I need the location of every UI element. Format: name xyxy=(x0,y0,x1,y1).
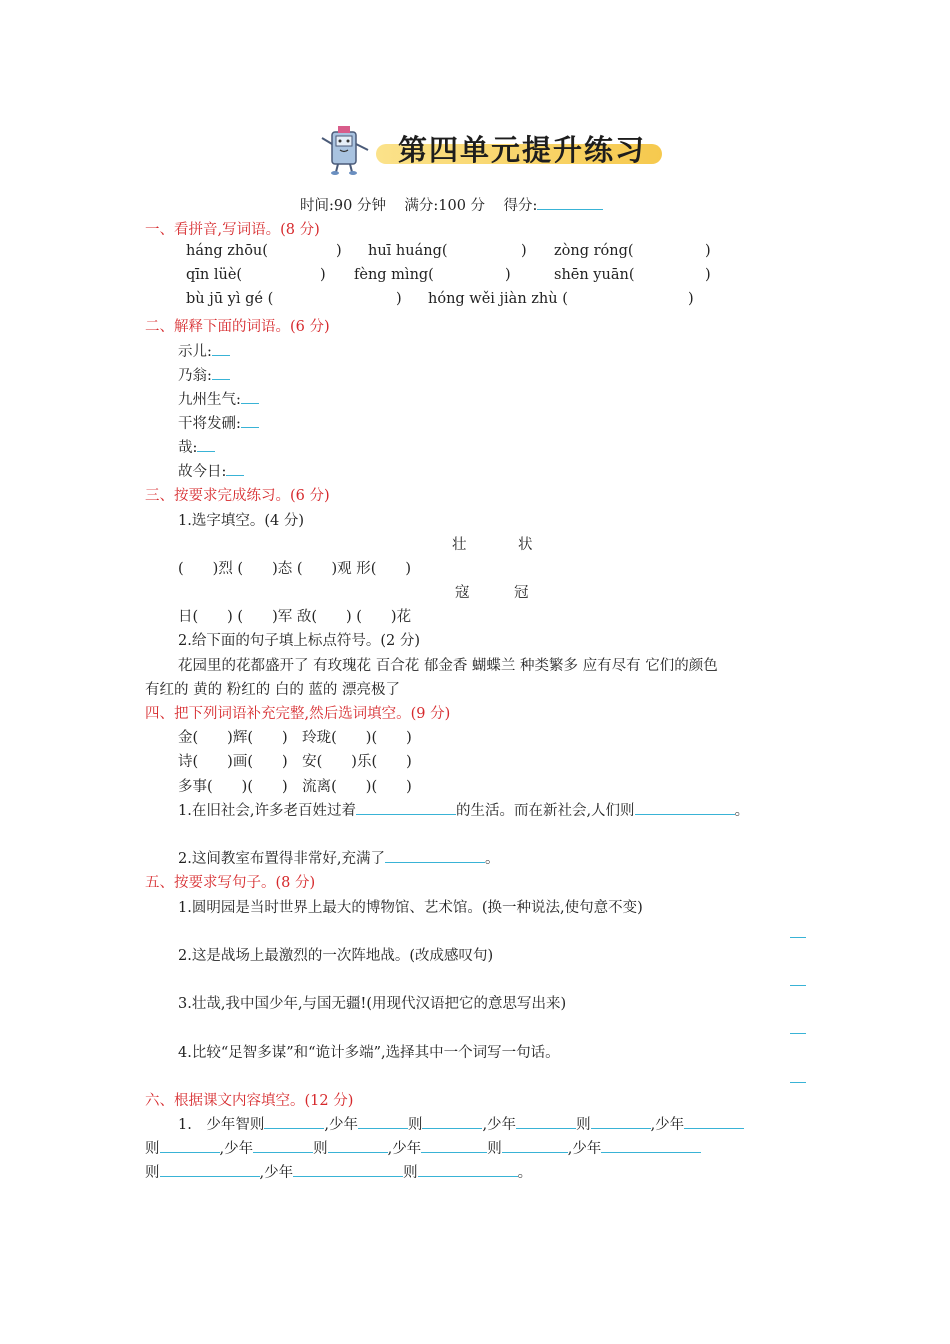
char-option: 状 xyxy=(518,537,533,553)
recite-line-2: 则 ,少年 则 ,少年 则 ,少年 xyxy=(145,1137,701,1158)
fill-row-1: ( )烈 ( )态 ( )观 形( ) xyxy=(178,561,412,577)
title-banner xyxy=(318,122,668,176)
exam-header xyxy=(300,194,603,215)
question-5-4: 4.比较“足智多谋”和“诡计多端”,选择其中一个词写一句话。 xyxy=(178,1045,560,1061)
pinyin-7: bù jū yì gé ( xyxy=(186,291,274,307)
word-row-1: 金( )辉( ) 玲珑( )( ) xyxy=(178,730,412,746)
answer-blank[interactable] xyxy=(241,389,259,405)
answer-blank[interactable] xyxy=(502,1138,568,1154)
full-score-label: 满分:100 分 xyxy=(404,198,486,214)
answer-blank[interactable] xyxy=(212,341,230,357)
answer-blank[interactable] xyxy=(790,970,806,986)
char-option: 寇 xyxy=(455,585,470,601)
punctuation-sentence: 花园里的花都盛开了 有玫瑰花 百合花 郁金香 蝴蝶兰 种类繁多 应有尽有 它们的颜色 xyxy=(178,658,718,674)
answer-blank[interactable] xyxy=(358,1114,408,1130)
pinyin-5: fèng mìng( xyxy=(354,267,434,283)
answer-blank[interactable] xyxy=(160,1138,220,1154)
answer-blank[interactable] xyxy=(418,1162,518,1178)
pinyin-8: hóng wěi jiàn zhù ( xyxy=(428,291,568,307)
answer-blank[interactable] xyxy=(385,848,485,864)
section-1-heading: 一、看拼音,写词语。(8 分) xyxy=(145,222,320,238)
question-4-2: 2.这间教室布置得非常好,充满了 。 xyxy=(178,847,499,868)
answer-blank[interactable] xyxy=(591,1114,651,1130)
answer-blank[interactable] xyxy=(684,1114,744,1130)
answer-blank[interactable] xyxy=(197,437,215,453)
char-option: 冠 xyxy=(514,585,529,601)
section-3-heading: 三、按要求完成练习。(6 分) xyxy=(145,488,330,504)
pinyin-2: huī huáng( xyxy=(368,243,448,259)
answer-blank[interactable] xyxy=(422,1114,482,1130)
question-4-1: 1.在旧社会,许多老百姓过着 的生活。而在新社会,人们则 。 xyxy=(178,799,749,820)
define-item: 乃翁: xyxy=(178,364,230,385)
char-option: 壮 xyxy=(452,537,467,553)
section-2-heading: 二、解释下面的词语。(6 分) xyxy=(145,319,330,335)
define-item: 哉: xyxy=(178,436,215,457)
word-row-2: 诗( )画( ) 安( )乐( ) xyxy=(178,754,412,770)
answer-blank[interactable] xyxy=(160,1162,260,1178)
question-5-3: 3.壮哉,我中国少年,与国无疆!(用现代汉语把它的意思写出来) xyxy=(178,996,567,1012)
pinyin-3: zòng róng( xyxy=(554,243,634,259)
question-3-2: 2.给下面的句子填上标点符号。(2 分) xyxy=(178,633,420,649)
answer-blank[interactable] xyxy=(241,413,259,429)
answer-blank[interactable] xyxy=(328,1138,388,1154)
fill-row-2: 日( ) ( )军 敌( ) ( )花 xyxy=(178,609,412,625)
answer-blank[interactable] xyxy=(264,1114,324,1130)
book-mascot-icon xyxy=(318,122,378,176)
answer-blank[interactable] xyxy=(516,1114,576,1130)
pinyin-4: qīn lüè( xyxy=(186,267,243,283)
answer-blank[interactable] xyxy=(790,922,806,938)
question-5-1: 1.圆明园是当时世界上最大的博物馆、艺术馆。(换一种说法,使句意不变) xyxy=(178,900,643,916)
answer-blank[interactable] xyxy=(212,365,230,381)
recite-line-1: 1. 少年智则 ,少年 则 ,少年 则 ,少年 xyxy=(178,1113,744,1134)
answer-blank[interactable] xyxy=(790,1067,806,1083)
answer-blank[interactable] xyxy=(421,1138,487,1154)
define-item: 示儿: xyxy=(178,340,230,361)
question-5-2: 2.这是战场上最激烈的一次阵地战。(改成感叹句) xyxy=(178,948,494,964)
answer-blank[interactable] xyxy=(356,800,456,816)
score-blank[interactable] xyxy=(537,195,603,211)
define-item: 九州生气: xyxy=(178,388,259,409)
pinyin-6: shēn yuān( xyxy=(554,267,635,283)
answer-blank[interactable] xyxy=(226,461,244,477)
answer-blank[interactable] xyxy=(253,1138,313,1154)
recite-line-3: 则 ,少年 则 。 xyxy=(145,1161,532,1182)
punctuation-sentence-cont: 有红的 黄的 粉红的 白的 蓝的 漂亮极了 xyxy=(145,682,401,698)
answer-blank[interactable] xyxy=(790,1018,806,1034)
section-4-heading: 四、把下列词语补充完整,然后选词填空。(9 分) xyxy=(145,706,451,722)
answer-blank[interactable] xyxy=(601,1138,701,1154)
score-label: 得分: xyxy=(503,198,538,214)
answer-blank[interactable] xyxy=(635,800,735,816)
section-6-heading: 六、根据课文内容填空。(12 分) xyxy=(145,1093,354,1109)
question-3-1: 1.选字填空。(4 分) xyxy=(178,513,304,529)
word-row-3: 多事( )( ) 流离( )( ) xyxy=(178,779,412,795)
pinyin-1: háng zhōu( xyxy=(186,243,268,259)
section-5-heading: 五、按要求写句子。(8 分) xyxy=(145,875,316,891)
define-item: 干将发硎: xyxy=(178,412,259,433)
define-item: 故今日: xyxy=(178,460,244,481)
page-title: 第四单元提升练习 xyxy=(398,133,647,167)
time-label: 时间:90 分钟 xyxy=(300,198,386,214)
answer-blank[interactable] xyxy=(293,1162,403,1178)
